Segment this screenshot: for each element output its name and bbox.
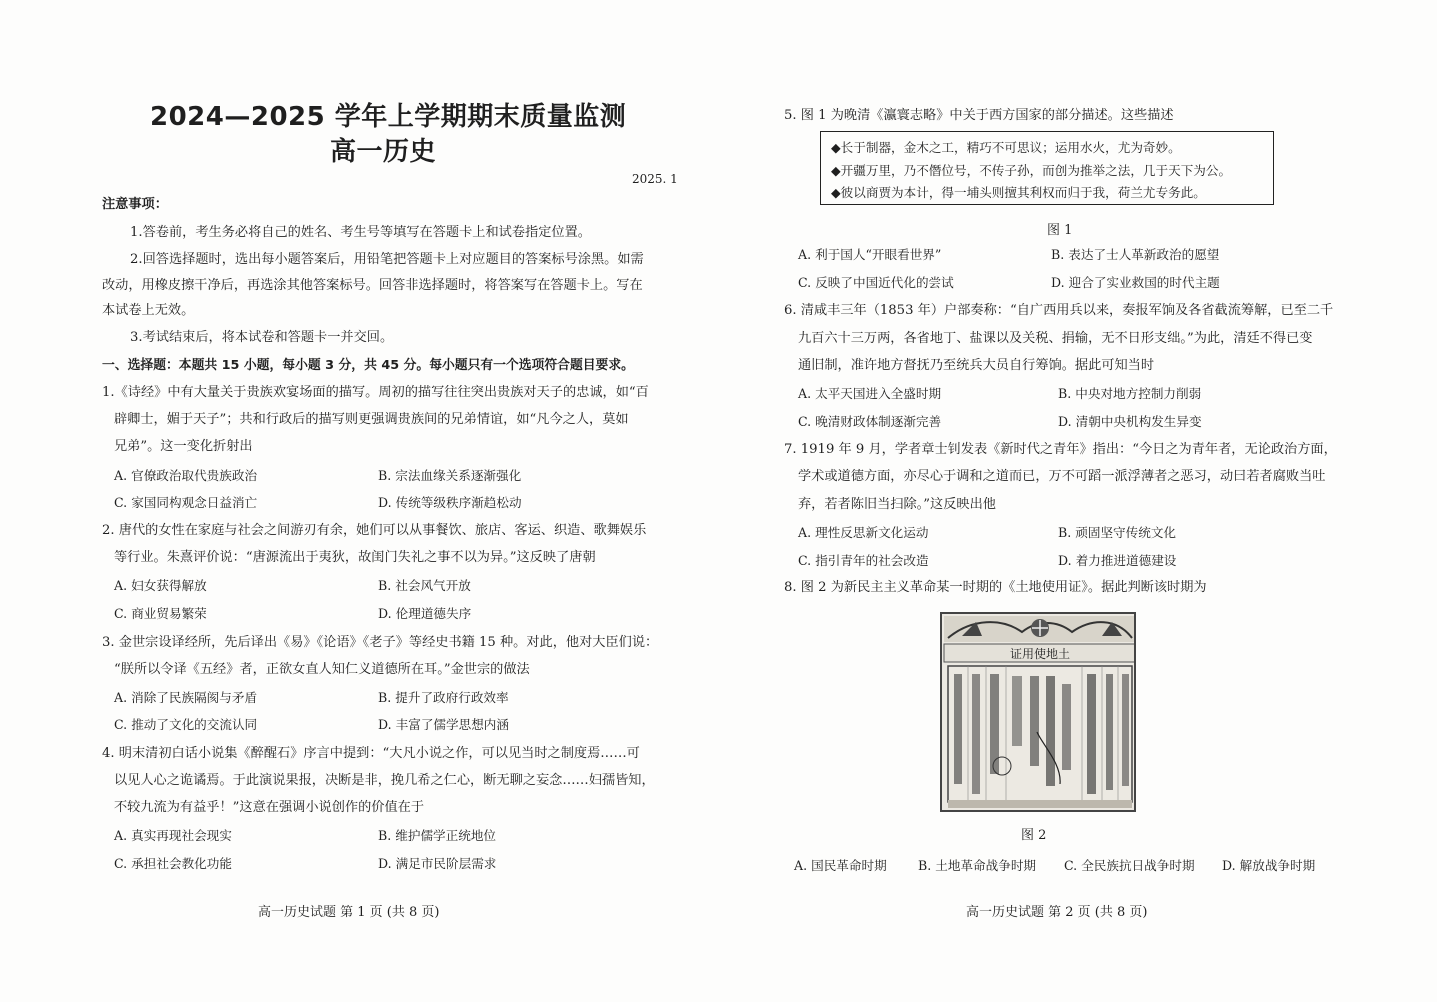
figure-1-caption: 图 1 <box>1047 223 1073 238</box>
page-footer: 高一历史试题 第 2 页 (共 8 页) <box>966 905 1148 920</box>
figure-1-quote-box <box>820 131 1274 205</box>
question-4-stem-end: 不较九流为有益乎！”这意在强调小说创作的价值在于 <box>114 800 425 815</box>
question-2-option-b[interactable]: B. 社会风气开放 <box>378 578 471 593</box>
question-5-option-c[interactable]: C. 反映了中国近代化的尝试 <box>798 275 954 290</box>
page-2 <box>718 0 1437 1002</box>
page-footer: 高一历史试题 第 1 页 (共 8 页) <box>258 905 440 920</box>
question-4-option-d[interactable]: D. 满足市民阶层需求 <box>378 856 497 871</box>
question-3-option-c[interactable]: C. 推动了文化的交流认同 <box>114 717 258 732</box>
question-6-option-d[interactable]: D. 清朝中央机构发生异变 <box>1058 414 1202 429</box>
notice-item-3: 3.考试结束后，将本试卷和答题卡一并交回。 <box>130 330 394 345</box>
question-3-stem-cont: “朕所以令译《五经》者，正欲女直人知仁义道德所在耳。”金世宗的做法 <box>114 662 530 677</box>
question-1-option-a[interactable]: A. 官僚政治取代贵族政治 <box>114 468 258 483</box>
question-1-stem: 1.《诗经》中有大量关于贵族欢宴场面的描写。周初的描写往往突出贵族对天子的忠诚，如“百 <box>102 385 649 400</box>
exam-title: 2024—2025 学年上学期期末质量监测 <box>150 102 627 132</box>
question-5-option-a[interactable]: A. 利于国人“开眼看世界” <box>798 247 942 262</box>
question-2-stem: 2. 唐代的女性在家庭与社会之间游刃有余，她们可以从事餐饮、旅店、客运、织造、歌舞娱乐 <box>102 523 647 538</box>
question-6-option-c[interactable]: C. 晚清财政体制逐渐完善 <box>798 414 942 429</box>
question-7-option-c[interactable]: C. 指引青年的社会改造 <box>798 553 929 568</box>
question-1-stem-cont: 辟卿士，媚于天子”；共和行政后的描写则更强调贵族间的兄弟情谊，如“凡今之人，莫如 <box>114 412 629 427</box>
notice-heading: 注意事项： <box>102 197 168 212</box>
question-7-stem-cont: 学术或道德方面，亦尽心于调和之道而已，万不可蹈一派浮薄者之恶习，动曰若者腐败当吐 <box>798 469 1326 484</box>
question-8-option-b[interactable]: B. 土地革命战争时期 <box>918 858 1037 873</box>
question-4-stem: 4. 明末清初白话小说集《醉醒石》序言中提到：“大凡小说之作，可以见当时之制度焉……可 <box>102 746 640 761</box>
question-8-option-a[interactable]: A. 国民革命时期 <box>794 858 887 873</box>
question-4-stem-cont: 以见人心之诡谲焉。于此演说果报，决断是非，挽几希之仁心，断无聊之妄念……妇孺皆知， <box>114 773 655 788</box>
question-5-option-d[interactable]: D. 迎合了实业救国的时代主题 <box>1051 275 1220 290</box>
exam-date: 2025. 1 <box>632 172 678 186</box>
question-1-stem-end: 兄弟”。这一变化折射出 <box>114 439 253 454</box>
question-4-option-c[interactable]: C. 承担社会教化功能 <box>114 856 232 871</box>
question-6-stem-end: 通旧制，准许地方督抚乃至统兵大员自行筹饷。据此可知当时 <box>798 358 1155 373</box>
question-1-option-c[interactable]: C. 家国同构观念日益消亡 <box>114 495 258 510</box>
question-3-option-a[interactable]: A. 消除了民族隔阂与矛盾 <box>114 690 258 705</box>
question-6-stem: 6. 清咸丰三年（1853 年）户部奏称：“自广西用兵以来，奏报军饷及各省截流筹解，已至二千 <box>784 303 1334 318</box>
question-7-option-b[interactable]: B. 顽固坚守传统文化 <box>1058 525 1177 540</box>
question-7-option-a[interactable]: A. 理性反思新文化运动 <box>798 525 929 540</box>
figure-1-quote-3: ◆彼以商贾为本计，得一埔头则擅其利权而归于我，荷兰尤专务此。 <box>831 185 1206 200</box>
notice-item-2-end: 本试卷上无效。 <box>102 303 195 318</box>
question-8-option-c[interactable]: C. 全民族抗日战争时期 <box>1064 858 1195 873</box>
question-5-option-b[interactable]: B. 表达了士人革新政治的愿望 <box>1051 247 1220 262</box>
question-3-stem: 3. 金世宗设译经所，先后译出《易》《论语》《老子》等经史书籍 15 种。对此，他对大臣们说： <box>102 635 659 650</box>
question-2-option-d[interactable]: D. 伦理道德失序 <box>378 606 472 621</box>
notice-item-2-cont: 改动，用橡皮擦干净后，再选涂其他答案标号。回答非选择题时，将答案写在答题卡上。写在 <box>102 278 643 293</box>
section-heading: 一、选择题：本题共 15 小题，每小题 3 分，共 45 分。每小题只有一个选项符合题目要求。 <box>102 358 634 373</box>
page-1 <box>0 0 718 1002</box>
question-2-option-a[interactable]: A. 妇女获得解放 <box>114 578 207 593</box>
question-6-stem-cont: 九百六十三万两，各省地丁、盐课以及关税、捐输，无不日形支绌。”为此，清廷不得已变 <box>798 331 1313 346</box>
question-1-option-b[interactable]: B. 宗法血缘关系逐渐强化 <box>378 468 522 483</box>
notice-item-1: 1.答卷前，考生务必将自己的姓名、考生号等填写在答题卡上和试卷指定位置。 <box>130 225 591 240</box>
land-use-certificate-image <box>940 612 1136 812</box>
question-7-stem-end: 弃，若者陈旧当扫除。”这反映出他 <box>798 497 996 512</box>
question-4-option-b[interactable]: B. 维护儒学正统地位 <box>378 828 497 843</box>
exam-subject: 高一历史 <box>330 137 437 167</box>
question-7-option-d[interactable]: D. 着力推进道德建设 <box>1058 553 1177 568</box>
question-2-stem-cont: 等行业。朱熹评价说：“唐源流出于夷狄，故闺门失礼之事不以为异。”这反映了唐朝 <box>114 550 596 565</box>
question-7-stem: 7. 1919 年 9 月，学者章士钊发表《新时代之青年》指出：“今日之为青年者，无论政治方面， <box>784 442 1337 457</box>
certificate-illustration <box>942 614 1136 812</box>
question-4-option-a[interactable]: A. 真实再现社会现实 <box>114 828 232 843</box>
question-3-option-b[interactable]: B. 提升了政府行政效率 <box>378 690 509 705</box>
figure-2-caption: 图 2 <box>1021 828 1047 843</box>
question-6-option-a[interactable]: A. 太平天国进入全盛时期 <box>798 386 942 401</box>
question-5-stem: 5. 图 1 为晚清《瀛寰志略》中关于西方国家的部分描述。这些描述 <box>784 108 1174 123</box>
certificate-header: 证用使地土 <box>1009 647 1071 661</box>
figure-1-quote-2: ◆开疆万里，乃不僭位号，不传子孙，而创为推举之法，几于天下为公。 <box>831 163 1232 178</box>
question-1-option-d[interactable]: D. 传统等级秩序渐趋松动 <box>378 495 522 510</box>
notice-item-2: 2.回答选择题时，选出每小题答案后，用铅笔把答题卡上对应题目的答案标号涂黑。如需 <box>130 252 644 267</box>
question-8-stem: 8. 图 2 为新民主主义革命某一时期的《土地使用证》。据此判断该时期为 <box>784 580 1207 595</box>
figure-1-quote-1: ◆长于制器，金木之工，精巧不可思议；运用水火，尤为奇妙。 <box>831 140 1181 155</box>
question-8-option-d[interactable]: D. 解放战争时期 <box>1222 858 1316 873</box>
question-2-option-c[interactable]: C. 商业贸易繁荣 <box>114 606 207 621</box>
question-6-option-b[interactable]: B. 中央对地方控制力削弱 <box>1058 386 1202 401</box>
question-3-option-d[interactable]: D. 丰富了儒学思想内涵 <box>378 717 509 732</box>
